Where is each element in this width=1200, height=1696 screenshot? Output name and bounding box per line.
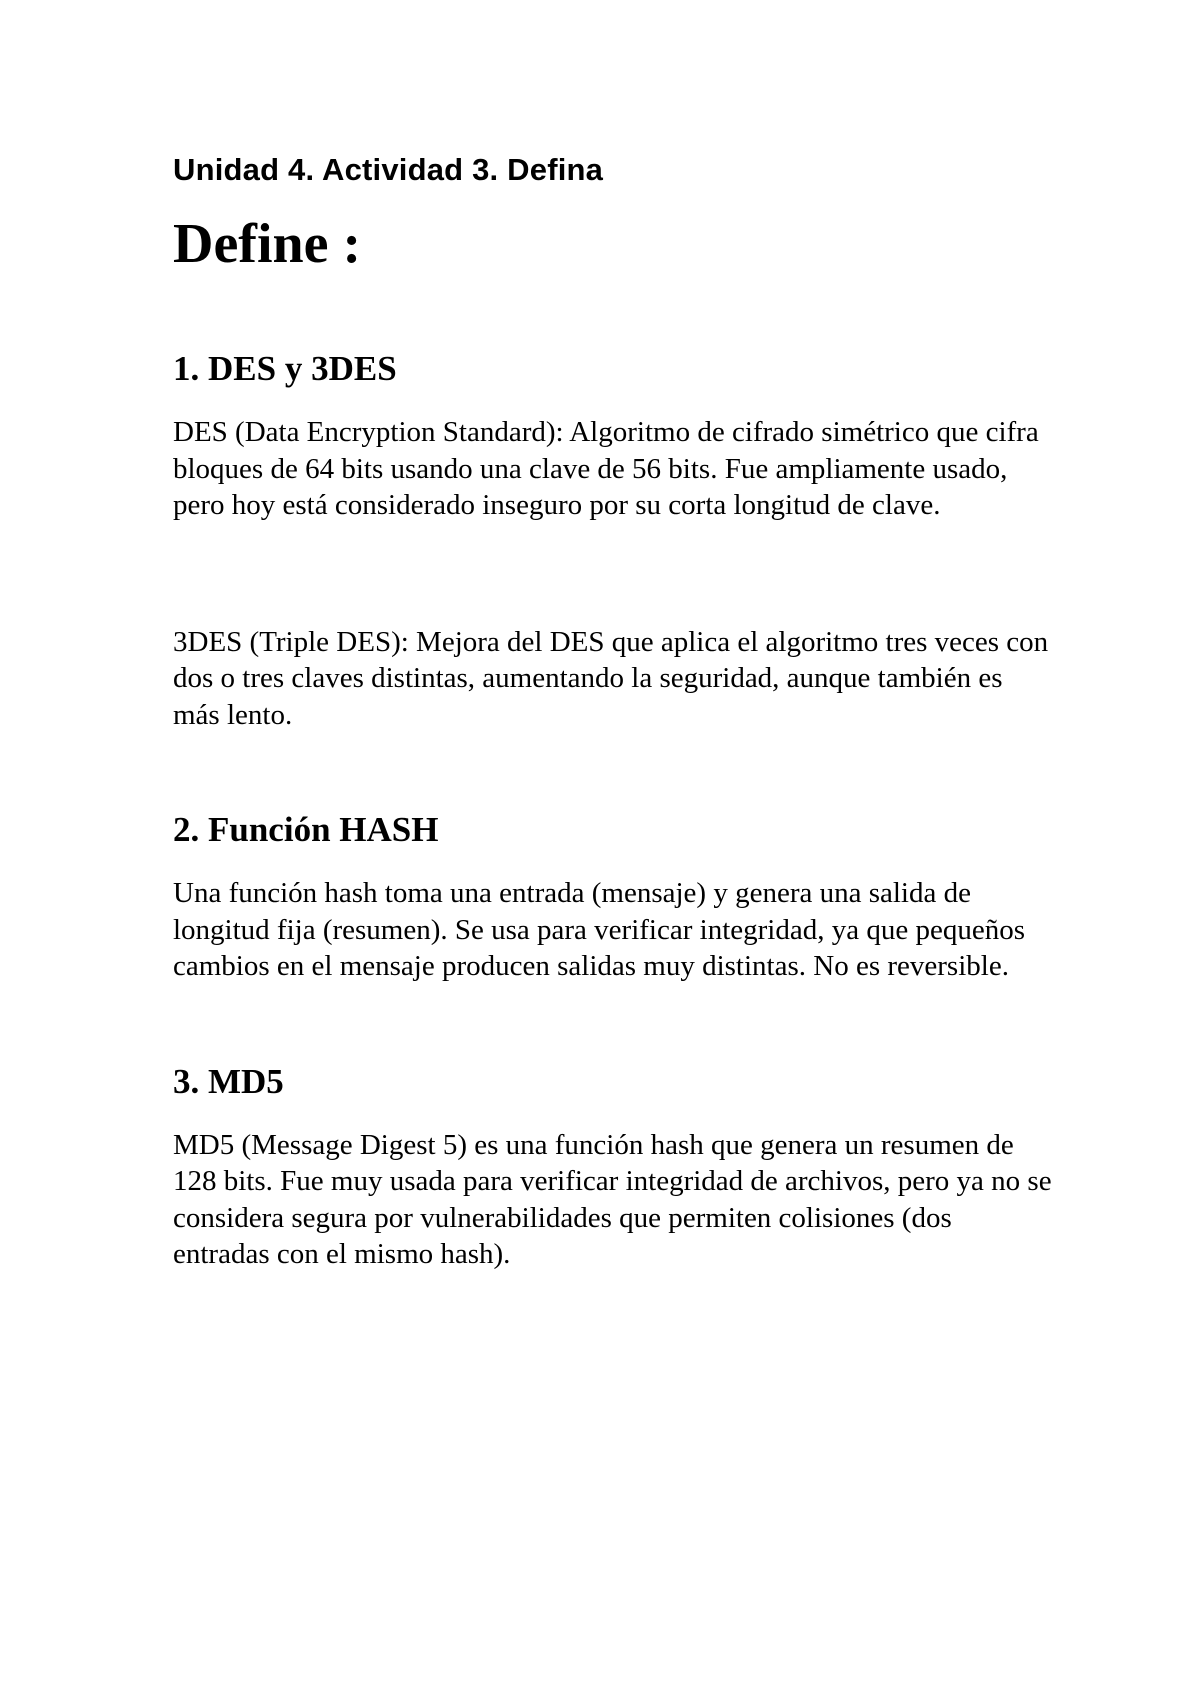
document-title: Unidad 4. Actividad 3. Defina	[173, 152, 604, 187]
paragraph-hash: Una función hash toma una entrada (mensaje) y genera una salida de longitud fija (resumen). Se usa para verificar integridad, ya que pequeños cambios en el mensaje producen salidas muy distintas. No es reversible.	[173, 877, 1025, 982]
section-heading-hash: 2. Función HASH	[173, 810, 439, 849]
paragraph-md5: MD5 (Message Digest 5) es una función hash que genera un resumen de 128 bits. Fue muy usada para verificar integridad de archivos, pero ya no se considera segura por vulnerabilidades que permiten colisiones (dos entradas con el mismo hash).	[173, 1128, 1052, 1270]
document-content	[173, 150, 1053, 1273]
paragraph-3des: 3DES (Triple DES): Mejora del DES que aplica el algoritmo tres veces con dos o tres claves distintas, aumentando la seguridad, aunque también es más lento.	[173, 625, 1049, 731]
paragraph-des: DES (Data Encryption Standard): Algoritmo de cifrado simétrico que cifra bloques de 64 bits usando una clave de 56 bits. Fue ampliamente usado, pero hoy está considerado inseguro por su corta longitud de clave.	[173, 416, 1039, 521]
section-heading-des: 1. DES y 3DES	[173, 349, 397, 388]
section-heading-md5: 3. MD5	[173, 1061, 284, 1101]
main-heading: Define :	[173, 213, 362, 275]
